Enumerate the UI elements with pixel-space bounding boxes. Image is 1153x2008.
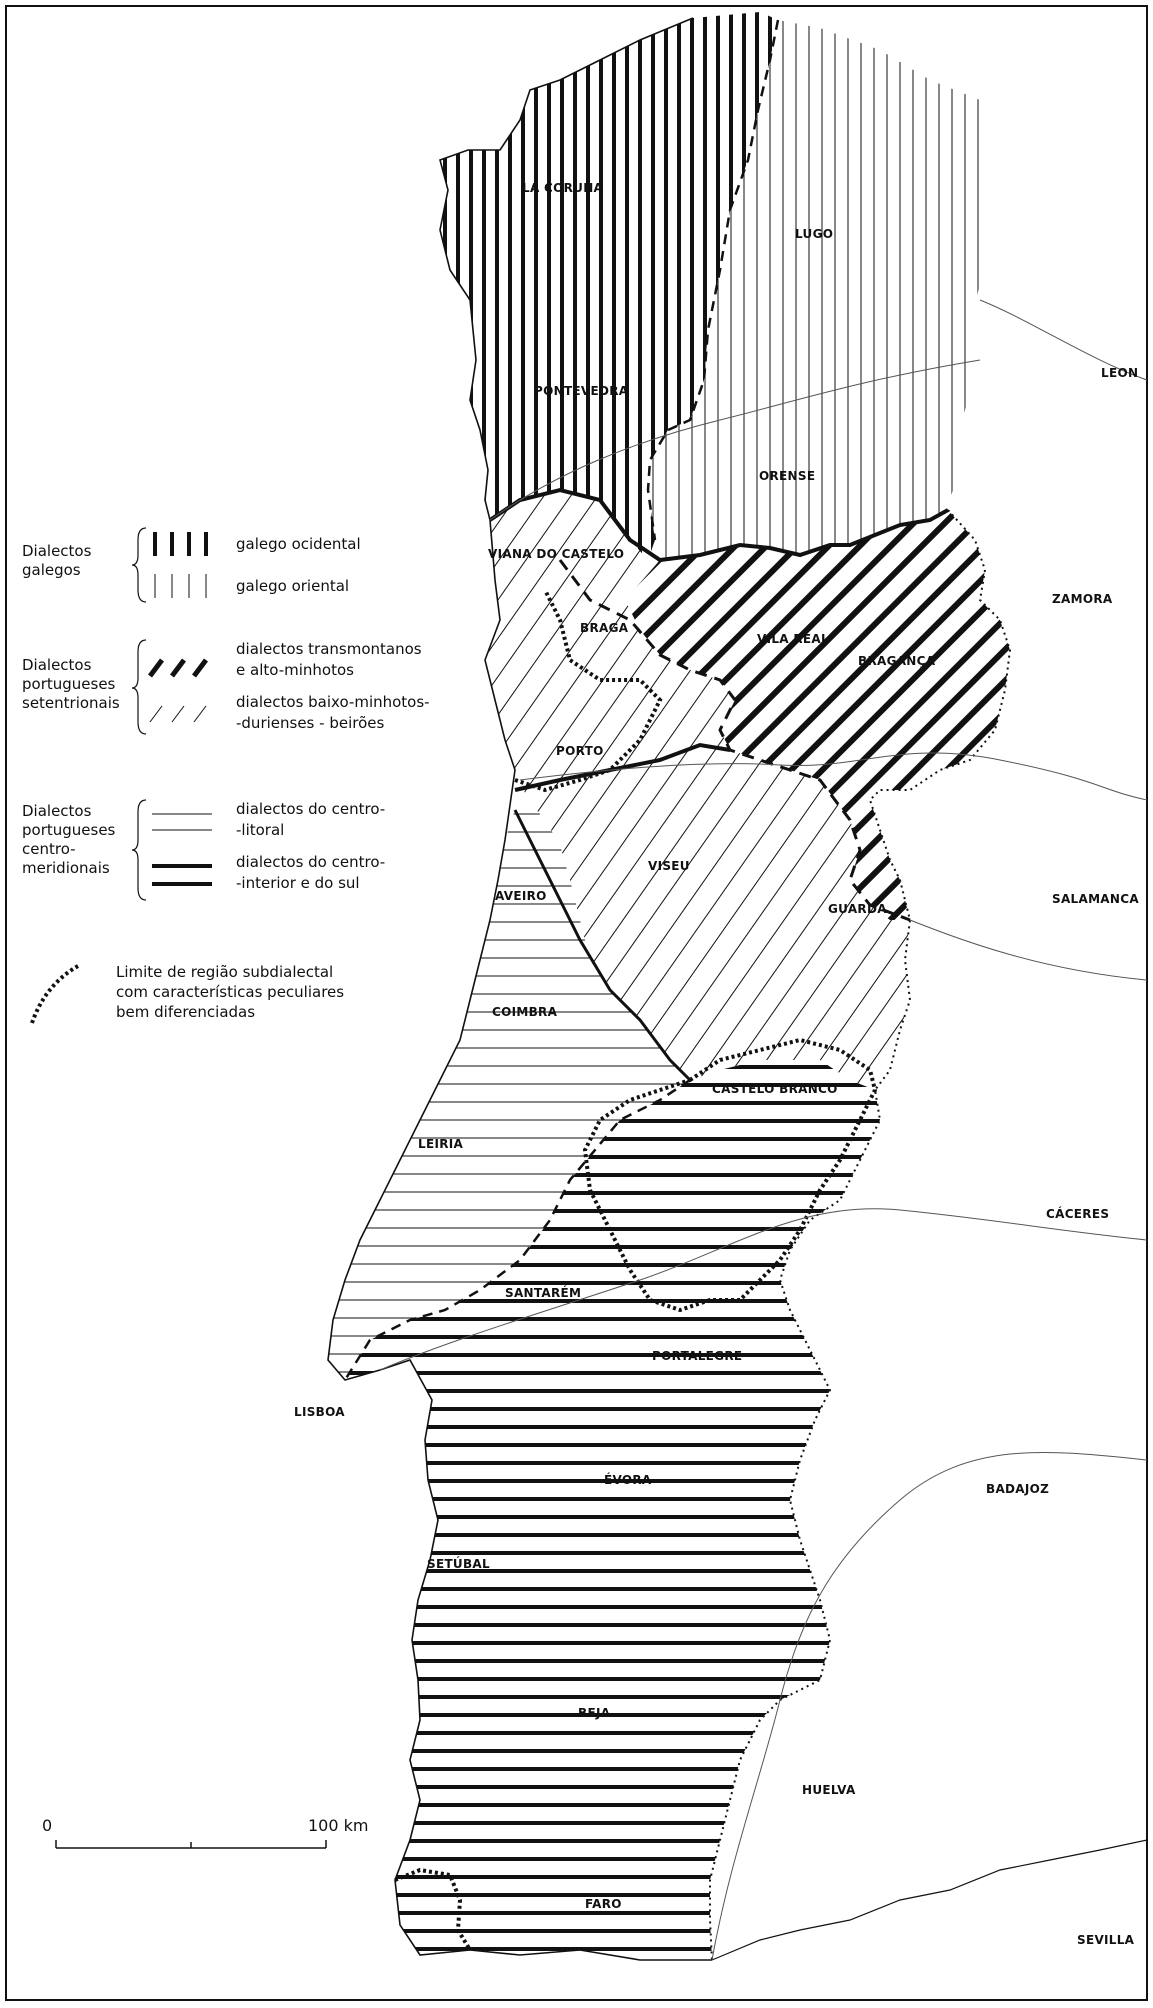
label-lisboa: LISBOA <box>294 1405 345 1419</box>
label-santarem: SANTARÉM <box>505 1286 582 1300</box>
legend-heading-cm-3: centro- <box>22 840 76 858</box>
label-leiria: LEIRIA <box>418 1137 464 1151</box>
label-sevilla: SEVILLA <box>1077 1933 1135 1947</box>
legend-label-transmontanos-1: dialectos transmontanos <box>236 640 422 658</box>
label-leon: LEON <box>1101 366 1139 380</box>
legend-group-setentrionais <box>22 640 430 734</box>
legend-heading-cm-4: meridionais <box>22 859 110 877</box>
legend-group-centro-meridionais <box>22 800 385 900</box>
legend-subdialect-2: com características peculiares <box>116 983 345 1001</box>
river-spain-center <box>910 920 1147 980</box>
label-coimbra: COIMBRA <box>492 1005 558 1019</box>
legend-brace-setentrionais <box>132 640 146 734</box>
swatch-galego-ocidental <box>155 532 206 556</box>
legend <box>22 528 430 1023</box>
scale-start-label: 0 <box>42 1816 53 1835</box>
legend-subdialect-limit <box>32 963 344 1023</box>
label-aveiro: AVEIRO <box>495 889 547 903</box>
legend-subdialect-1: Limite de região subdialectal <box>116 963 334 981</box>
label-braganca: BRAGANÇA <box>858 654 936 668</box>
legend-label-transmontanos-2: e alto-minhotos <box>236 661 354 679</box>
legend-label-baixo-minhotos-2: -durienses - beirões <box>236 714 385 732</box>
legend-heading-set-2: portugueses <box>22 675 116 693</box>
legend-group-galegos <box>22 528 361 602</box>
swatch-subdialect-limit <box>32 966 78 1023</box>
legend-heading-galegos-1: Dialectos <box>22 542 92 560</box>
legend-heading-cm-2: portugueses <box>22 821 116 839</box>
legend-heading-galegos-2: galegos <box>22 561 81 579</box>
swatch-centro-interior <box>152 866 212 884</box>
swatch-baixo-minhotos <box>150 706 206 722</box>
legend-label-centro-interior-2: -interior e do sul <box>236 874 360 892</box>
label-viana-do-castelo: VIANA DO CASTELO <box>488 547 625 561</box>
label-guarda: GUARDA <box>828 902 887 916</box>
label-braga: BRAGA <box>580 621 629 635</box>
legend-subdialect-3: bem diferenciadas <box>116 1003 256 1021</box>
swatch-galego-oriental <box>155 574 206 598</box>
legend-heading-cm-1: Dialectos <box>22 802 92 820</box>
label-vila-real: VILA REAL <box>757 632 829 646</box>
legend-brace-centro-meridionais <box>132 800 146 900</box>
label-caceres: CÁCERES <box>1046 1207 1110 1221</box>
legend-heading-set-3: setentrionais <box>22 694 120 712</box>
legend-label-centro-interior-1: dialectos do centro- <box>236 853 386 871</box>
scale-bar <box>42 1816 368 1848</box>
label-lugo: LUGO <box>795 227 834 241</box>
scale-end-label: 100 km <box>308 1816 369 1835</box>
legend-label-baixo-minhotos-1: dialectos baixo-minhotos- <box>236 693 430 711</box>
label-orense: ORENSE <box>759 469 816 483</box>
legend-label-centro-litoral-2: -litoral <box>236 821 285 839</box>
label-la-coruna: LA CORUÑA <box>522 181 604 195</box>
swatch-centro-litoral <box>152 814 212 830</box>
label-castelo-branco: CASTELO BRANCO <box>712 1082 838 1096</box>
legend-brace-galegos <box>132 528 146 602</box>
label-porto: PORTO <box>556 744 604 758</box>
label-salamanca: SALAMANCA <box>1052 892 1139 906</box>
legend-label-galego-ocidental: galego ocidental <box>236 535 361 553</box>
label-huelva: HUELVA <box>802 1783 856 1797</box>
legend-heading-set-1: Dialectos <box>22 656 92 674</box>
label-setubal: SETÚBAL <box>427 1557 490 1571</box>
label-faro: FARO <box>585 1897 622 1911</box>
label-badajoz: BADAJOZ <box>986 1482 1050 1496</box>
swatch-transmontanos <box>150 660 206 676</box>
label-portalegre: PORTALEGRE <box>652 1349 743 1363</box>
label-pontevedra: PONTEVEDRA <box>534 384 629 398</box>
legend-label-galego-oriental: galego oriental <box>236 577 350 595</box>
label-beja: BEJA <box>578 1706 611 1720</box>
label-evora: ÉVORA <box>604 1473 652 1487</box>
label-zamora: ZAMORA <box>1052 592 1113 606</box>
legend-label-centro-litoral-1: dialectos do centro- <box>236 800 386 818</box>
label-viseu: VISEU <box>648 859 690 873</box>
